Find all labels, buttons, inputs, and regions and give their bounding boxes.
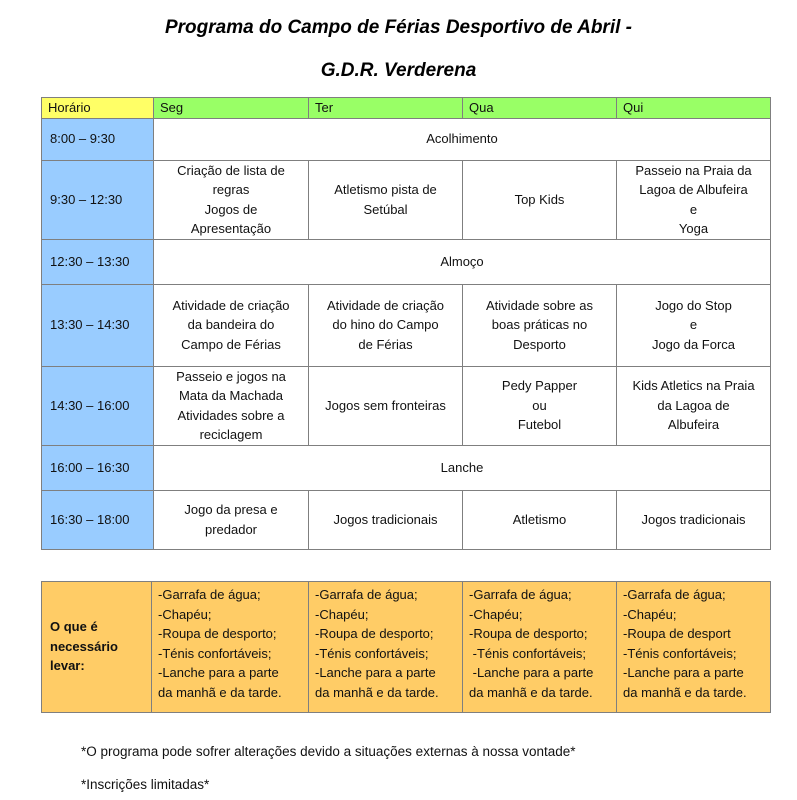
activity-line: Futebol — [517, 417, 562, 433]
activity-line: ou — [532, 397, 547, 413]
activity-line: predador — [204, 521, 258, 537]
table-row — [42, 284, 771, 366]
needs-item: -Lanche para a parte — [315, 665, 436, 680]
time-slot: 16:30 – 18:00 — [42, 490, 154, 549]
activity-cell — [617, 284, 771, 366]
activity-line: Atividade sobre as — [486, 297, 593, 313]
needs-item: -Lanche para a parte — [158, 665, 279, 680]
needs-item: -Roupa de desport — [623, 626, 731, 641]
activity-cell — [463, 490, 617, 549]
activity-line: da bandeira do — [187, 317, 275, 333]
activity-line: Atletismo pista de — [334, 182, 437, 197]
activity-cell — [154, 366, 309, 445]
activity-line: Atletismo — [512, 511, 567, 527]
activity-line: Top Kids — [514, 191, 565, 207]
activity-line: e — [689, 317, 698, 333]
what-to-bring-table — [41, 581, 771, 713]
needs-item: da manhã e da tarde. — [315, 684, 439, 700]
header-qui: Qui — [617, 98, 771, 119]
needs-item: -Garrafa de água; — [623, 587, 726, 602]
activity-line: Jogos sem fronteiras — [325, 397, 446, 413]
needs-item: -Lanche para a parte — [623, 665, 744, 680]
needs-item: da manhã e da tarde. — [469, 684, 593, 700]
activity-merged: Acolhimento — [154, 118, 771, 160]
needs-list-qui — [617, 582, 771, 713]
activity-line: Jogos tradicionais — [641, 511, 746, 527]
limited-registration-note: *Inscrições limitadas* — [81, 777, 210, 792]
activity-line: Jogos de — [204, 201, 258, 217]
activity-line: Albufeira — [667, 417, 720, 433]
activity-merged: Lanche — [154, 445, 771, 490]
table-row — [42, 118, 771, 160]
needs-item: -Roupa de desporto; — [469, 626, 588, 641]
needs-item: -Chapéu; — [315, 606, 369, 622]
needs-list-ter — [309, 582, 463, 713]
time-slot: 16:00 – 16:30 — [42, 445, 154, 490]
activity-cell — [309, 160, 463, 239]
activity-cell — [463, 284, 617, 366]
activity-line: e — [689, 201, 698, 217]
activity-merged: Almoço — [154, 239, 771, 284]
activity-line: Atividades sobre a — [177, 407, 285, 423]
disclaimer-note: *O programa pode sofrer alterações devido a situações externas à nossa vontade* — [81, 744, 576, 759]
activity-line: da Lagoa de — [657, 397, 730, 413]
needs-item: -Chapéu; — [158, 606, 212, 622]
time-slot: 12:30 – 13:30 — [42, 239, 154, 284]
activity-line: Passeio na Praia da — [635, 162, 752, 178]
activity-line: Criação de lista de — [177, 162, 285, 178]
schedule-header-row — [42, 98, 771, 119]
activity-cell — [309, 366, 463, 445]
time-slot: 13:30 – 14:30 — [42, 284, 154, 366]
activity-line: Desporto — [513, 336, 566, 352]
activity-line: Kids Atletics na Praia — [632, 378, 755, 394]
document-title-line1: Programa do Campo de Férias Desportivo de Abril - — [164, 17, 632, 38]
activity-cell — [617, 160, 771, 239]
time-slot: 14:30 – 16:00 — [42, 366, 154, 445]
needs-list-seg — [152, 582, 309, 713]
needs-item: -Garrafa de água; — [158, 587, 261, 602]
needs-list-qua — [463, 582, 617, 713]
activity-cell — [154, 490, 309, 549]
activity-cell — [463, 160, 617, 239]
needs-item: da manhã e da tarde. — [623, 684, 747, 700]
activity-line: reciclagem — [199, 427, 263, 442]
table-row — [42, 445, 771, 490]
activity-line: Passeio e jogos na — [176, 368, 286, 384]
needs-item: da manhã e da tarde. — [158, 684, 282, 700]
table-row — [42, 490, 771, 549]
activity-cell — [154, 160, 309, 239]
table-row — [42, 582, 771, 713]
needs-item: -Roupa de desporto; — [315, 626, 434, 641]
needs-item: -Ténis confortáveis; — [469, 645, 587, 661]
activity-cell — [309, 284, 463, 366]
activity-cell — [154, 284, 309, 366]
time-slot: 8:00 – 9:30 — [42, 118, 154, 160]
activity-line: Jogo da Forca — [651, 336, 736, 352]
needs-item: -Ténis confortáveis; — [315, 645, 429, 661]
label-line: necessário — [50, 638, 118, 654]
activity-line: Mata da Machada — [178, 388, 284, 403]
activity-line: Jogos tradicionais — [333, 511, 438, 527]
needs-item: -Garrafa de água; — [315, 587, 418, 602]
activity-line: Apresentação — [190, 221, 272, 236]
table-row — [42, 239, 771, 284]
activity-line: Pedy Papper — [501, 378, 578, 394]
needs-item: -Garrafa de água; — [469, 587, 572, 602]
activity-cell — [617, 366, 771, 445]
needs-item: -Roupa de desporto; — [158, 626, 277, 641]
header-qua: Qua — [463, 98, 617, 119]
activity-line: Jogo da presa e — [184, 502, 278, 517]
needs-item: -Chapéu; — [469, 606, 523, 622]
activity-line: Campo de Férias — [181, 336, 281, 352]
header-seg: Seg — [154, 98, 309, 119]
table-row — [42, 366, 771, 445]
activity-line: Jogo do Stop — [655, 297, 732, 313]
header-ter: Ter — [309, 98, 463, 119]
schedule-table — [41, 97, 771, 550]
needs-item: -Ténis confortáveis; — [158, 645, 272, 661]
activity-line: do hino do Campo — [332, 317, 439, 333]
activity-line: de Férias — [358, 336, 413, 352]
activity-line: Lagoa de Albufeira — [639, 182, 748, 197]
activity-line: Setúbal — [363, 201, 408, 217]
needs-item: -Ténis confortáveis; — [623, 645, 737, 661]
activity-line: Atividade de criação — [326, 297, 445, 313]
table-row — [42, 160, 771, 239]
needs-item: -Lanche para a parte — [469, 665, 594, 680]
what-to-bring-label — [42, 582, 152, 713]
activity-cell — [309, 490, 463, 549]
label-line: levar: — [50, 658, 85, 674]
needs-item: -Chapéu; — [623, 606, 677, 622]
activity-line: Yoga — [678, 221, 709, 236]
activity-cell — [463, 366, 617, 445]
activity-line: boas práticas no — [491, 317, 588, 333]
header-horario: Horário — [42, 98, 154, 119]
label-line: O que é — [50, 619, 98, 635]
activity-line: regras — [212, 182, 250, 197]
time-slot: 9:30 – 12:30 — [42, 160, 154, 239]
activity-line: Atividade de criação — [172, 297, 290, 313]
document-title-line2: G.D.R. Verderena — [320, 60, 477, 81]
activity-cell — [617, 490, 771, 549]
